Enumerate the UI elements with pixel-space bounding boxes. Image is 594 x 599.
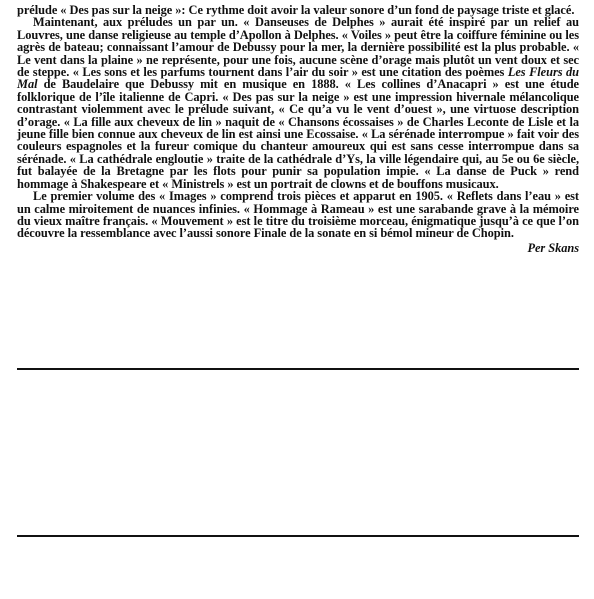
paragraph-images: Le premier volume des « Images » comprend trois pièces et apparut en 1905. « Reflets dans l’eau » est un calme miroitement de nuances infinies. « Hommage à Rameau » est une sarabande grave à la mémoire du vieux maître français. « Mouvement » est le titre du troisième morceau, énigmatique jusqu’à ce que l’on découvre la ressemblance avec l’aussi sonore Finale de la sonate en si bémol mineur de Chopin. [17,189,579,241]
horizontal-rule-bottom [17,535,579,537]
paragraph-preludes-text-b: de Baudelaire que Debussy mit en musique en 1888. « Les collines d’Anacapri » est une étude folklorique de l’île italienne de Capri. « Des pas sur la neige » est une impression hivernale mélancolique contrastant violemment avec le prélude suivant, « Ce qu’a vu le vent d’ouest », une virtuose description d’orage. « La fille aux cheveux de lin » naquit de « Chansons écossaises » de Charles Leconte de Lisle et la jeune fille bien connue aux cheveux de lin est ainsi une Ecossaise. « La sérénade interrompue » fait voir des couleurs espagnoles et la fureur comique du chanteur amoureux qui est sans cesse interrompue dans sa sérénade. « La cathédrale engloutie » traite de la cathédrale d’Ys, la ville légendaire qui, au 5e ou 6e siècle, fut balayée de la Bretagne par les flots pour punir sa population impie. « La danse de Puck » rend hommage à Shakespeare et « Ministrels » est un portrait de clowns et de bouffons musicaux. [17,77,579,191]
paragraph-preludes-text-a: Maintenant, aux préludes un par un. « Danseuses de Delphes » aurait été inspiré par un relief au Louvres, une danse religieuse au temple d’Apollon à Delphes. « Voiles » peut être la coiffure féminine ou les agrès de bateau; connaissant l’amour de Debussy pour la mer, la dernière possibilité est la plus probable. « Le vent dans la plaine » ne représente, pour une fois, aucune scène d’orage mais plutôt un vent doux et sec de steppe. « Les sons et les parfums tournent dans l’air du soir » est une citation des poèmes [17,15,579,80]
paragraph-continuation: prélude « Des pas sur la neige »: Ce rythme doit avoir la valeur sonore d’un fond de paysage triste et glacé. [17,3,575,17]
author-signature: Per Skans [527,240,579,255]
article-text [17,4,579,254]
paragraph-preludes [17,16,579,190]
horizontal-rule-top [17,368,579,370]
book-title-fleurs-du-mal: Les Fleurs du Mal [17,65,580,92]
